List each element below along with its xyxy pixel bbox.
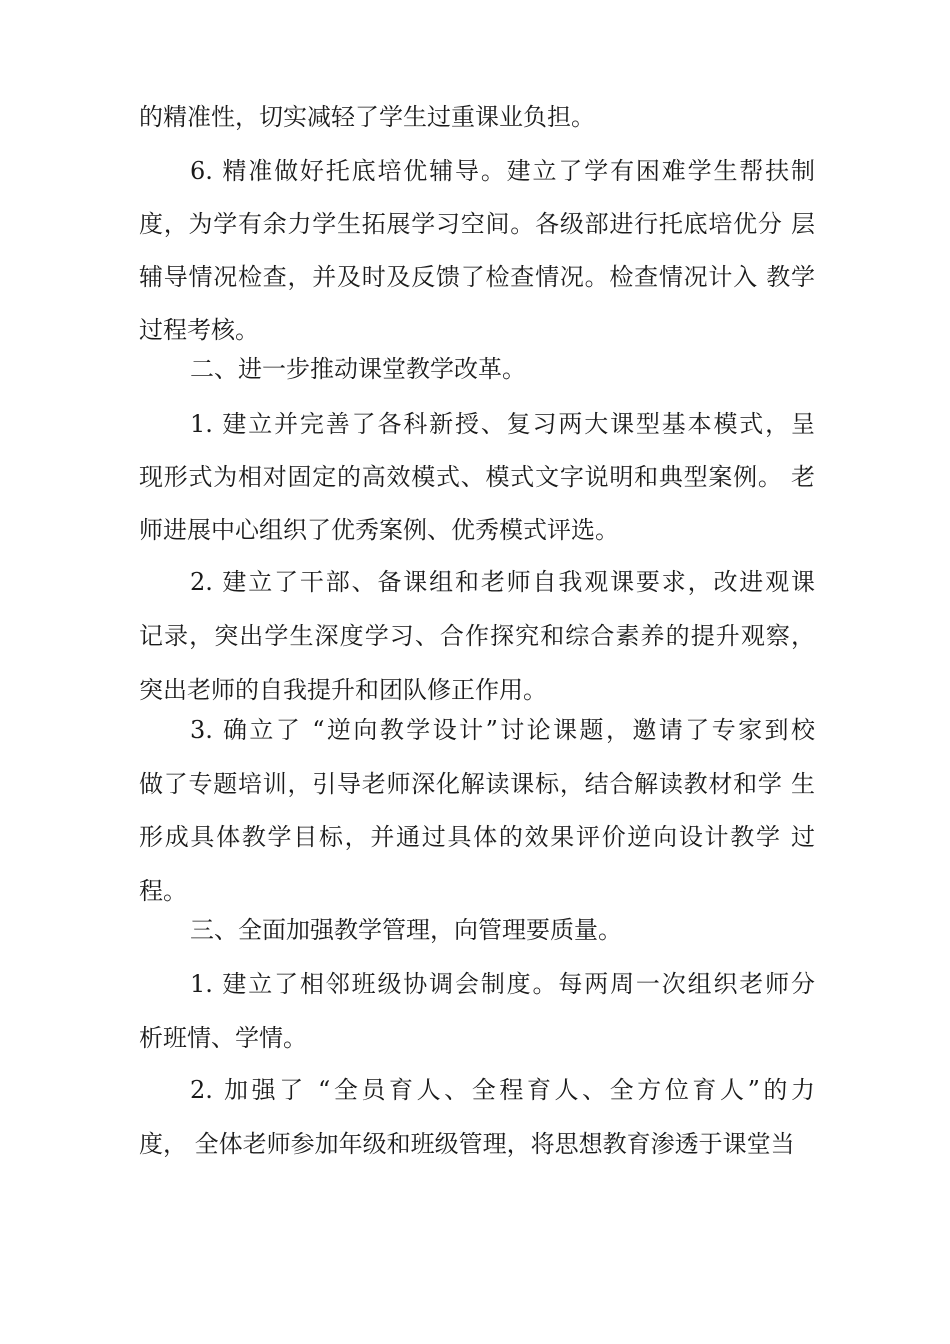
paragraph-6-line-4: 程。 xyxy=(139,877,187,905)
paragraph-6-line-1: 3. 确立了 “逆向教学设计”讨论课题，邀请了专家到校 xyxy=(190,716,815,744)
paragraph-9-line-2: 度， 全体老师参加年级和班级管理，将思想教育渗透于课堂当 xyxy=(139,1130,795,1158)
paragraph-5-line-2: 记录，突出学生深度学习、合作探究和综合素养的提升观察， xyxy=(139,622,815,650)
paragraph-4-line-2: 现形式为相对固定的高效模式、模式文字说明和典型案例。 老 xyxy=(139,463,815,491)
paragraph-6-line-2: 做了专题培训，引导老师深化解读课标，结合解读教材和学 生 xyxy=(139,770,815,798)
paragraph-5-line-3: 突出老师的自我提升和团队修正作用。 xyxy=(139,676,547,704)
paragraph-2-line-1: 6. 精准做好托底培优辅导。建立了学有困难学生帮扶制 xyxy=(190,157,815,185)
paragraph-6-line-3: 形成具体教学目标，并通过具体的效果评价逆向设计教学 过 xyxy=(139,823,815,851)
paragraph-4-line-1: 1. 建立并完善了各科新授、复习两大课型基本模式，呈 xyxy=(190,410,815,438)
paragraph-9-line-1: 2. 加强了 “全员育人、全程育人、全方位育人”的力 xyxy=(190,1076,815,1104)
paragraph-2-line-3: 辅导情况检查，并及时及反馈了检查情况。检查情况计入 教学 xyxy=(139,263,815,291)
paragraph-8-line-2: 析班情、学情。 xyxy=(139,1024,307,1052)
paragraph-7-line-1: 三、全面加强教学管理，向管理要质量。 xyxy=(190,916,622,944)
paragraph-2-line-2: 度，为学有余力学生拓展学习空间。各级部进行托底培优分 层 xyxy=(139,210,815,238)
paragraph-8-line-1: 1. 建立了相邻班级协调会制度。每两周一次组织老师分 xyxy=(190,970,815,998)
paragraph-1-line-1: 的精准性，切实减轻了学生过重课业负担。 xyxy=(139,103,595,131)
paragraph-3-line-1: 二、进一步推动课堂教学改革。 xyxy=(190,355,526,383)
paragraph-2-line-4: 过程考核。 xyxy=(139,316,259,344)
paragraph-4-line-3: 师进展中心组织了优秀案例、优秀模式评选。 xyxy=(139,516,619,544)
paragraph-5-line-1: 2. 建立了干部、备课组和老师自我观课要求，改进观课 xyxy=(190,568,815,596)
